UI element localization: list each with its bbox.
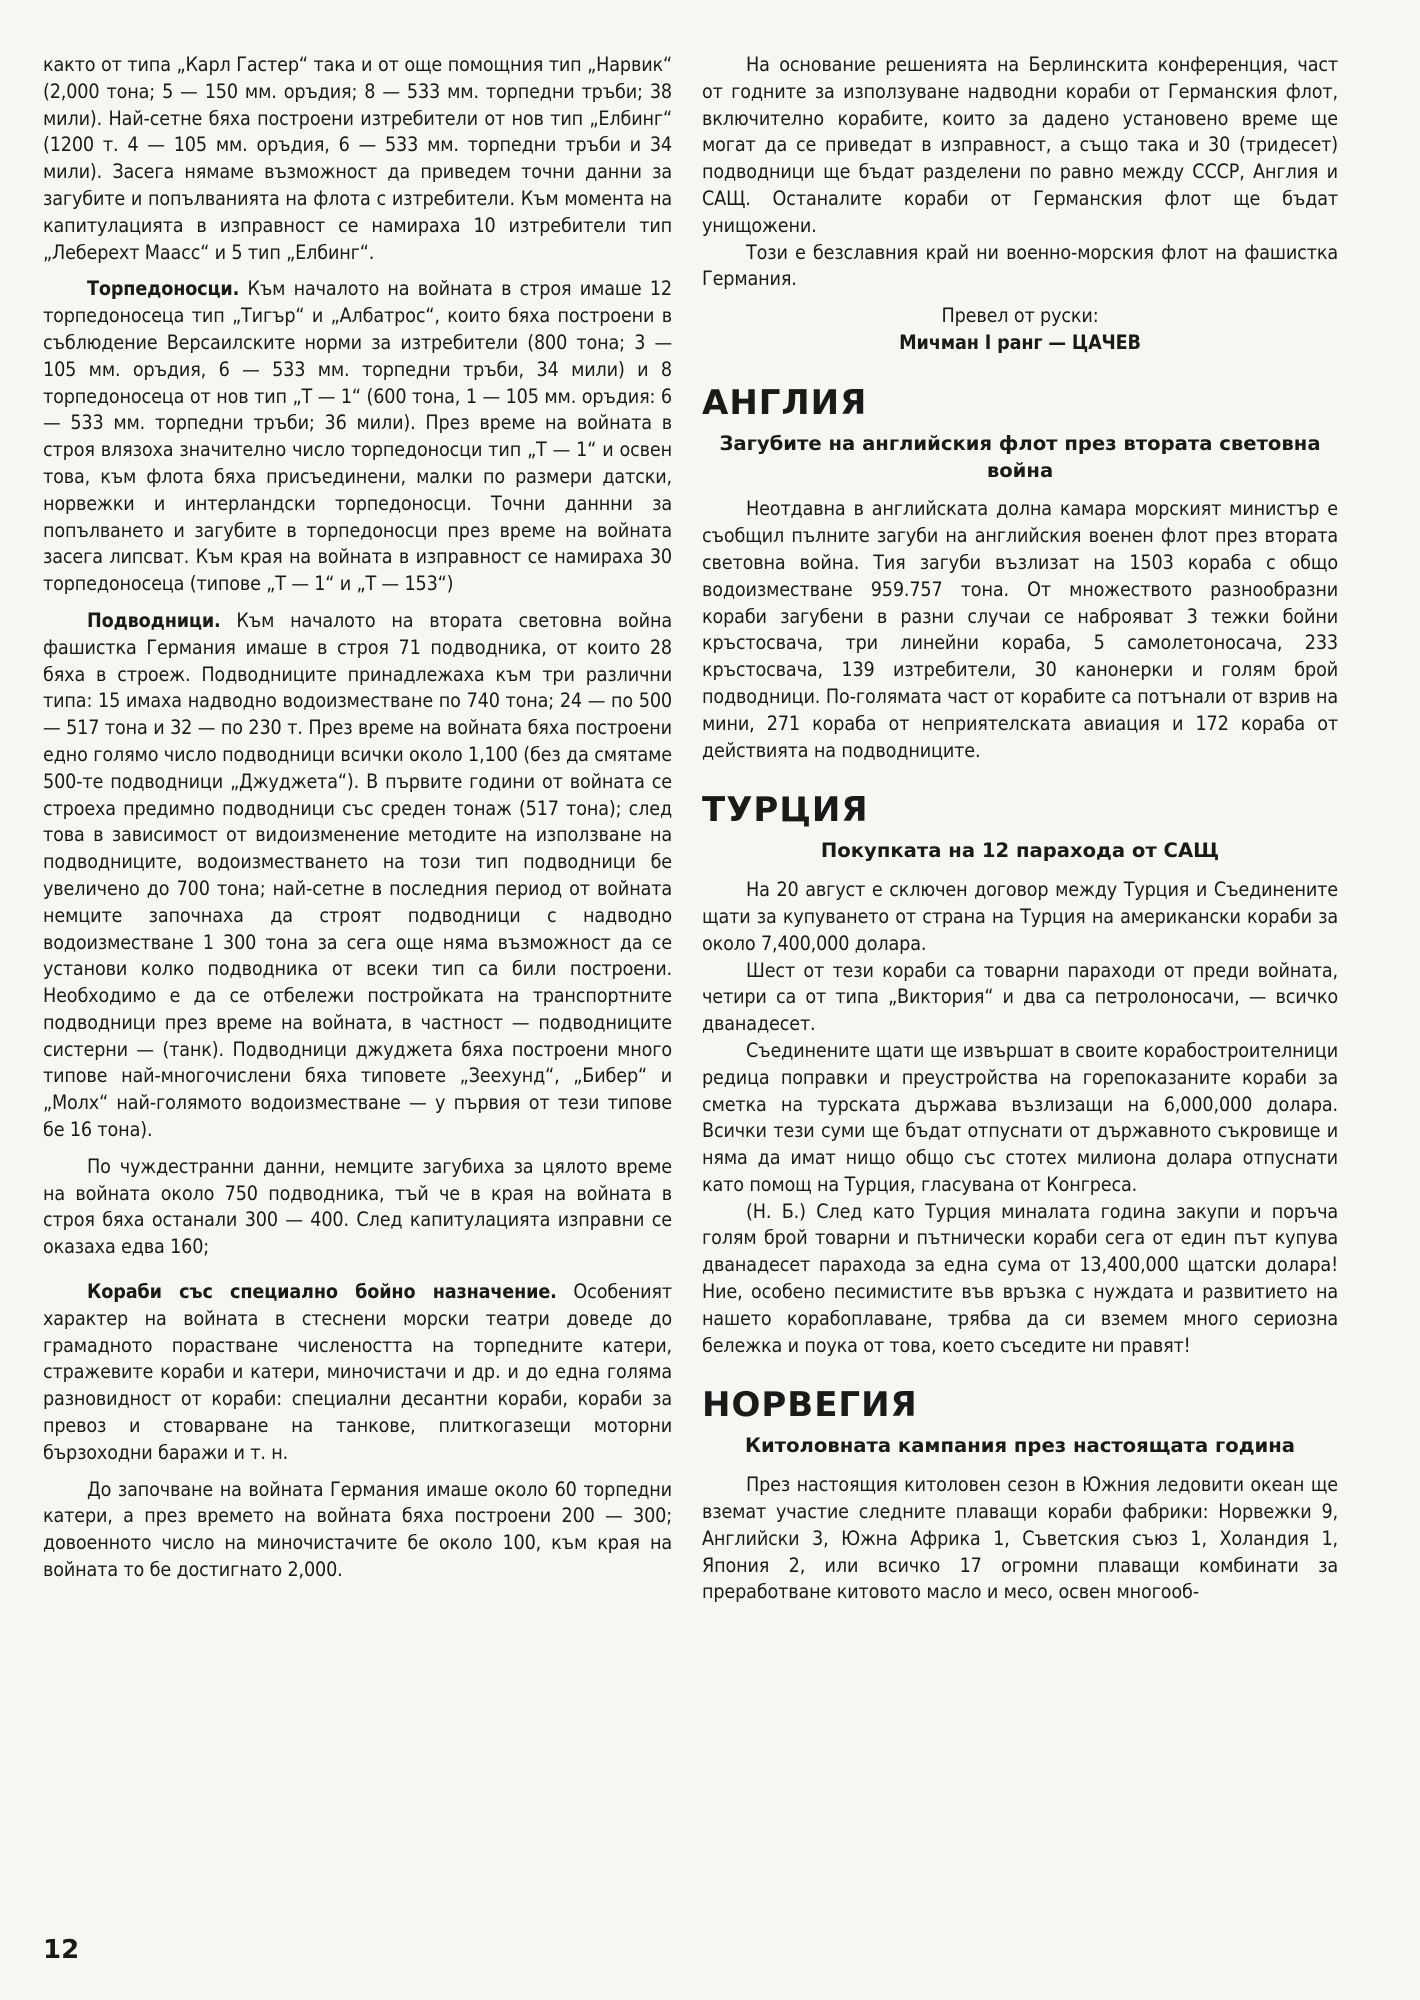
page-number: 12 — [43, 1935, 80, 1965]
paragraph-text: Особеният характер на войната в стеснени морски театри доведе до грамадното порастване числеността на торпедните катери, стражевите кораби и катери, миночистачи и др. и до една голяма разновидност от кораби: специални десантни кораби, кораби за превоз и стоварване на танкове, плиткогазещи моторни бързоходни баражи и т. н. — [43, 1280, 672, 1464]
translator-line: Превел от руски: — [941, 304, 1099, 328]
section-lead: Кораби със специално бойно назначение. — [87, 1280, 557, 1304]
right-column — [702, 52, 1338, 1606]
paragraph: През настоящия китоловен сезон в Южния ледовити океан ще вземат участие следните плаващи кораби фабрики: Норвежки 9, Английски 3, Южна Африка 1, Съветския съюз 1, Холандия 1, Япония 2, или всичко 17 огромни плаващи комбинати за преработване китовото масло и месо, освен многооб- — [702, 1473, 1338, 1604]
left-column — [43, 52, 672, 1584]
paragraph-text: Към началото на войната в строя имаше 12 торпедоносеца тип „Тигър“ и „Албатрос“, които бяха построени в съблюдение Версаилските норми за изтребители (800 тона; 3 — 105 мм. оръдия, 6 — 533 мм. торпедни тръби, 34 мили) и 8 торпедоносеца от нов тип „Т — 1“ (600 тона, 1 — 105 мм. оръдия: 6 — 533 мм. торпедни тръби; 36 мили). През време на войната в строя влязоха значително число торпедоносци тип „Т — 1“ и освен това, към флота бяха присъединени, малки по размери датски, норвежки и интерландски торпедоносци. Точни даннни за попълването и загубите в торпедоносци през време на войната засега липсват. Към края на войната в изправност се намираха 30 торпедоносеца (типове „Т — 1“ и „Т — 153“) — [43, 277, 672, 596]
paragraph-special-ships — [43, 1279, 672, 1467]
paragraph: Този е безславния край ни военно-морския флот на фашистка Германия. — [702, 240, 1338, 291]
paragraph: Съединените щати ще извършат в своите корабостроителници редица поправки и преустройства на горепоказаните кораби за сметка на турската държава възлизащи на 6,000,000 долара. Всички тези суми ще бъдат отпуснати от държавното съкровище и няма да имат нищо общо със стотех милиона долара отпуснати като помощ на Турция, гласувана от Конгреса. — [702, 1038, 1338, 1196]
section-subtitle: Китоловната кампания през настоящата година — [744, 1434, 1296, 1458]
paragraph-submarines — [43, 608, 672, 1144]
section-title-norway: НОРВЕГИЯ — [702, 1385, 918, 1426]
paragraph: На основание решенията на Берлинскита конференция, част от годните за използуване надводни кораби от Германския флот, включително корабите, които за дадено установено време ще могат да се приведат в изправност, а също така и 30 (тридесет) подводници ще бъдат разделени по равно между СССР, Англия и САЩ. Останалите кораби от Германския флот ще бъдат унищожени. — [702, 53, 1338, 237]
paragraph-text: Към началото на втората световна война фашистка Германия имаше в строя 71 подводника, от които 28 бяха в строеж. Подводниците принадлежаха към три различни типа: 15 имаха надводно водоизместване по 740 тона; 24 — по 500 — 517 тона и 32 — по 230 т. През време на войната бяха построени едно голямо число подводници всички около 1,100 (без да смятаме 500-те подводници „Джуджета“). В първите години от войната се строеха предимно подводници със среден тонаж (517 тона); след това в зависимост от видоизменение методите на използване на подводниците, водоизместването на този тип подводници бе увеличено до 700 тона; най-сетне в последния период от войната немците започнаха да строят подводници с надводно водоизместване 1 300 тона за сега още няма възможност да се установи колко подводника от всеки тип са били построени. Необходимо е да се отбележи постройката на транспортните подводници през време на войната, в частност — подводниците систерни — (танк). Подводници джуджета бяха построени много типове най-многочислени бяха типовете „Зеехунд“, „Бибер“ и „Молх“ най-голямото водоизместване — у първия от тези типове бе 16 тона). — [43, 608, 672, 1142]
section-subtitle: Загубите на английския флот през втората световна война — [719, 431, 1321, 482]
section-title-turkey: ТУРЦИЯ — [702, 790, 869, 831]
paragraph: Неотдавна в английската долна камара морският министър е съобщил пълните загуби на английския военен флот през втората световна война. Тия загуби възлизат на 1503 кораба с общо водоизместване 959.757 тона. От множеството разнообразни кораби загубени в разни случаи се наброяват 3 тежки бойни кръстосвача, три линейни кораба, 5 самолетоносача, 233 кръстосвача, 139 изтребители, 30 канонерки и голям брой подводници. По-голямата част от корабите са потънали от взрив на мини, 271 кораба от неприятелската авиация и 172 кораба от действията на подводниците. — [702, 497, 1338, 762]
section-lead: Торпедоносци. — [87, 277, 240, 301]
translator-name: Мичман I ранг — ЦАЧЕВ — [899, 330, 1141, 354]
paragraph: До започване на войната Германия имаше около 60 торпедни катери, а през времето на войната бяха построени 200 — 300; довоенното число на миночистачите бе около 100, към края на войната то бе достигнато 2,000. — [43, 1477, 672, 1582]
section-lead: Подводници. — [87, 608, 221, 632]
paragraph: (Н. Б.) След като Турция миналата година закупи и поръча голям брой товарни и пътнически кораби сега от един път купува дванадесет парахода за една сума от 13,400,000 щатски долара! Ние, особено песимистите във връзка с нуждата и развитието на нашето корабоплаване, трябва да си вземем много сериозна бележка и поука от това, което съседите ни правят! — [702, 1199, 1338, 1357]
paragraph: По чуждестранни данни, немците загубиха за цялото време на войната около 750 подводника, тъй че в края на войната в строя бяха останали 300 — 400. След капитулацията изправни се оказаха едва 160; — [43, 1154, 672, 1259]
paragraph: На 20 август е сключен договор между Турция и Съединените щати за купуването от страна на Турция на американски кораби за около 7,400,000 долара. — [702, 878, 1338, 955]
paragraph: Шест от тези кораби са товарни параходи от преди войната, четири са от типа „Виктория“ и два са петролоносачи, — всичко дванадесет. — [702, 958, 1338, 1036]
paragraph-torpedo-boats — [43, 276, 672, 598]
paragraph: както от типа „Карл Гастер“ така и от още помощния тип „Нарвик“ (2,000 тона; 5 — 150 мм. оръдия; 8 — 533 мм. торпедни тръби; 38 мили). Най-сетне бяха построени изтребители от нов тип „Елбинг“ (1200 т. 4 — 105 мм. оръдия, 6 — 533 мм. торпедни тръби и 34 мили). Засега нямаме възможност да приведем точни данни за загубите и попълванията на флота с изтребители. Към момента на капитулацията в изправност се намираха 10 изтребители тип „Леберехт Маасс“ и 5 тип „Елбинг“. — [43, 53, 672, 264]
section-title-england: АНГЛИЯ — [702, 382, 868, 423]
column-gutter — [686, 52, 687, 1932]
section-subtitle: Покупката на 12 парахода от САЩ — [820, 839, 1220, 863]
